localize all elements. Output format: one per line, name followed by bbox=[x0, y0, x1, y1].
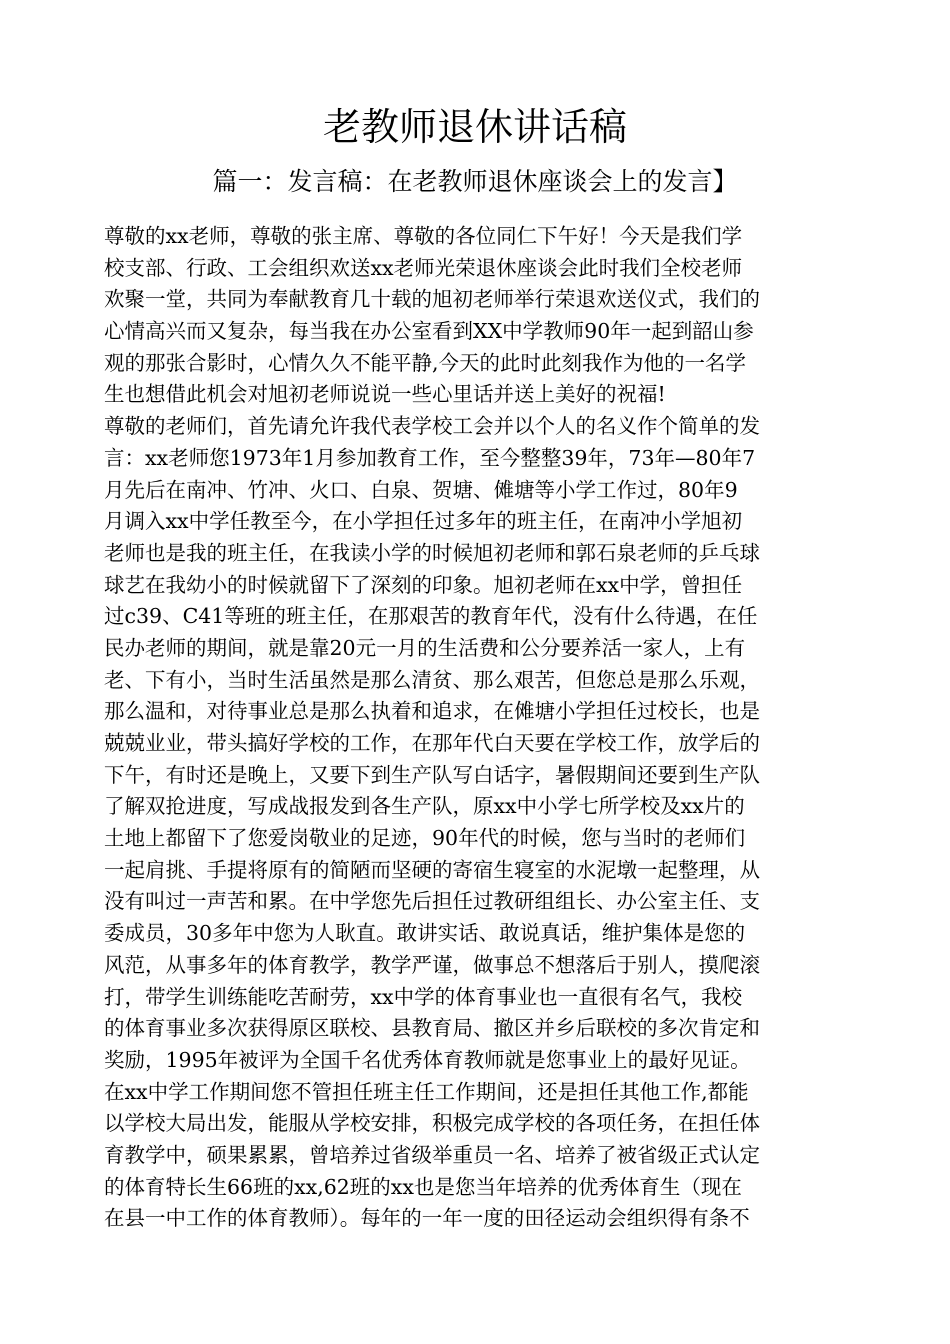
body-text-line: 月先后在南冲、竹冲、火口、白泉、贺塘、傩塘等小学工作过，80年9 bbox=[104, 477, 738, 502]
body-text-line: 一起肩挑、手提将原有的简陋而坚硬的寄宿生寝室的水泥墩一起整理，从 bbox=[104, 857, 760, 882]
body-text-line: 没有叫过一声苦和累。在中学您先后担任过教研组组长、办公室主任、支 bbox=[104, 889, 760, 914]
body-text-line: 过c39、C41等班的班主任，在那艰苦的教育年代，没有什么待遇，在任 bbox=[104, 604, 758, 629]
body-text-line: 那么温和，对待事业总是那么执着和追求，在傩塘小学担任过校长，也是 bbox=[104, 699, 760, 724]
body-text-line: 奖励，1995年被评为全国千名优秀体育教师就是您事业上的最好见证。 bbox=[104, 1047, 751, 1072]
body-text-line: 育教学中，硕果累累，曾培养过省级举重员一名、培养了被省级正式认定 bbox=[104, 1142, 760, 1167]
body-text-line: 欢聚一堂，共同为奉献教育几十载的旭初老师举行荣退欢送仪式，我们的 bbox=[104, 287, 760, 312]
body-text-line: 老、下有小，当时生活虽然是那么清贫、那么艰苦，但您总是那么乐观， bbox=[104, 667, 760, 692]
body-text-line: 在xx中学工作期间您不管担任班主任工作期间，还是担任其他工作,都能 bbox=[104, 1079, 749, 1104]
body-text-line: 下午，有时还是晚上，又要下到生产队写白话字，暑假期间还要到生产队 bbox=[104, 762, 760, 787]
body-text-line: 言：xx老师您1973年1月参加教育工作，至今整整39年，73年—80年7 bbox=[104, 445, 756, 470]
body-text-line: 尊敬的xx老师，尊敬的张主席、尊敬的各位同仁下午好！今天是我们学 bbox=[104, 224, 743, 248]
body-text-line: 打，带学生训练能吃苦耐劳，xx中学的体育事业也一直很有名气，我校 bbox=[104, 984, 743, 1009]
document-subtitle: 篇一：发言稿：在老教师退休座谈会上的发言】 bbox=[212, 167, 738, 196]
body-text-line: 老师也是我的班主任，在我读小学的时候旭初老师和郭石泉老师的乒乓球 bbox=[104, 540, 760, 565]
body-text-line: 观的那张合影时，心情久久不能平静,今天的此时此刻我作为他的一名学 bbox=[104, 350, 747, 375]
body-text-line: 球艺在我幼小的时候就留下了深刻的印象。旭初老师在xx中学，曾担任 bbox=[104, 572, 743, 597]
body-text-line: 生也想借此机会对旭初老师说说一些心里话并送上美好的祝福! bbox=[104, 382, 666, 407]
body-text-line: 以学校大局出发，能服从学校安排，积极完成学校的各项任务，在担任体 bbox=[104, 1111, 760, 1136]
document-title: 老教师退休讲话稿 bbox=[322, 105, 627, 149]
body-text-line: 尊敬的老师们，首先请允许我代表学校工会并以个人的名义作个简单的发 bbox=[104, 414, 760, 439]
body-text-line: 的体育特长生66班的xx,62班的xx也是您当年培养的优秀体育生（现在 bbox=[104, 1174, 742, 1199]
body-text-line: 校支部、行政、工会组织欢送xx老师光荣退休座谈会此时我们全校老师 bbox=[104, 255, 743, 280]
body-text-line: 委成员，30多年中您为人耿直。敢讲实话、敢说真话，维护集体是您的 bbox=[104, 921, 746, 946]
body-text-line: 的体育事业多次获得原区联校、县教育局、撤区并乡后联校的多次肯定和 bbox=[104, 1016, 760, 1041]
body-text-line: 了解双抢进度，写成战报发到各生产队，原xx中小学七所学校及xx片的 bbox=[104, 794, 745, 819]
body-text-line: 风范，从事多年的体育教学，教学严谨，做事总不想落后于别人，摸爬滚 bbox=[104, 952, 760, 977]
body-text-line: 兢兢业业，带头搞好学校的工作，在那年代白天要在学校工作，放学后的 bbox=[104, 731, 760, 755]
body-text-line: 月调入xx中学任教至今，在小学担任过多年的班主任，在南冲小学旭初 bbox=[104, 509, 743, 534]
body-text-line: 土地上都留下了您爱岗敬业的足迹，90年代的时候，您与当时的老师们 bbox=[104, 826, 746, 851]
body-text-line: 民办老师的期间，就是靠20元一月的生活费和公分要养活一家人，上有 bbox=[104, 635, 746, 660]
body-text-line: 心情高兴而又复杂，每当我在办公室看到XX中学教师90年一起到韶山参 bbox=[104, 319, 754, 344]
body-text-line: 在县一中工作的体育教师）。每年的一年一度的田径运动会组织得有条不 bbox=[104, 1206, 750, 1231]
document-body bbox=[104, 221, 856, 1235]
